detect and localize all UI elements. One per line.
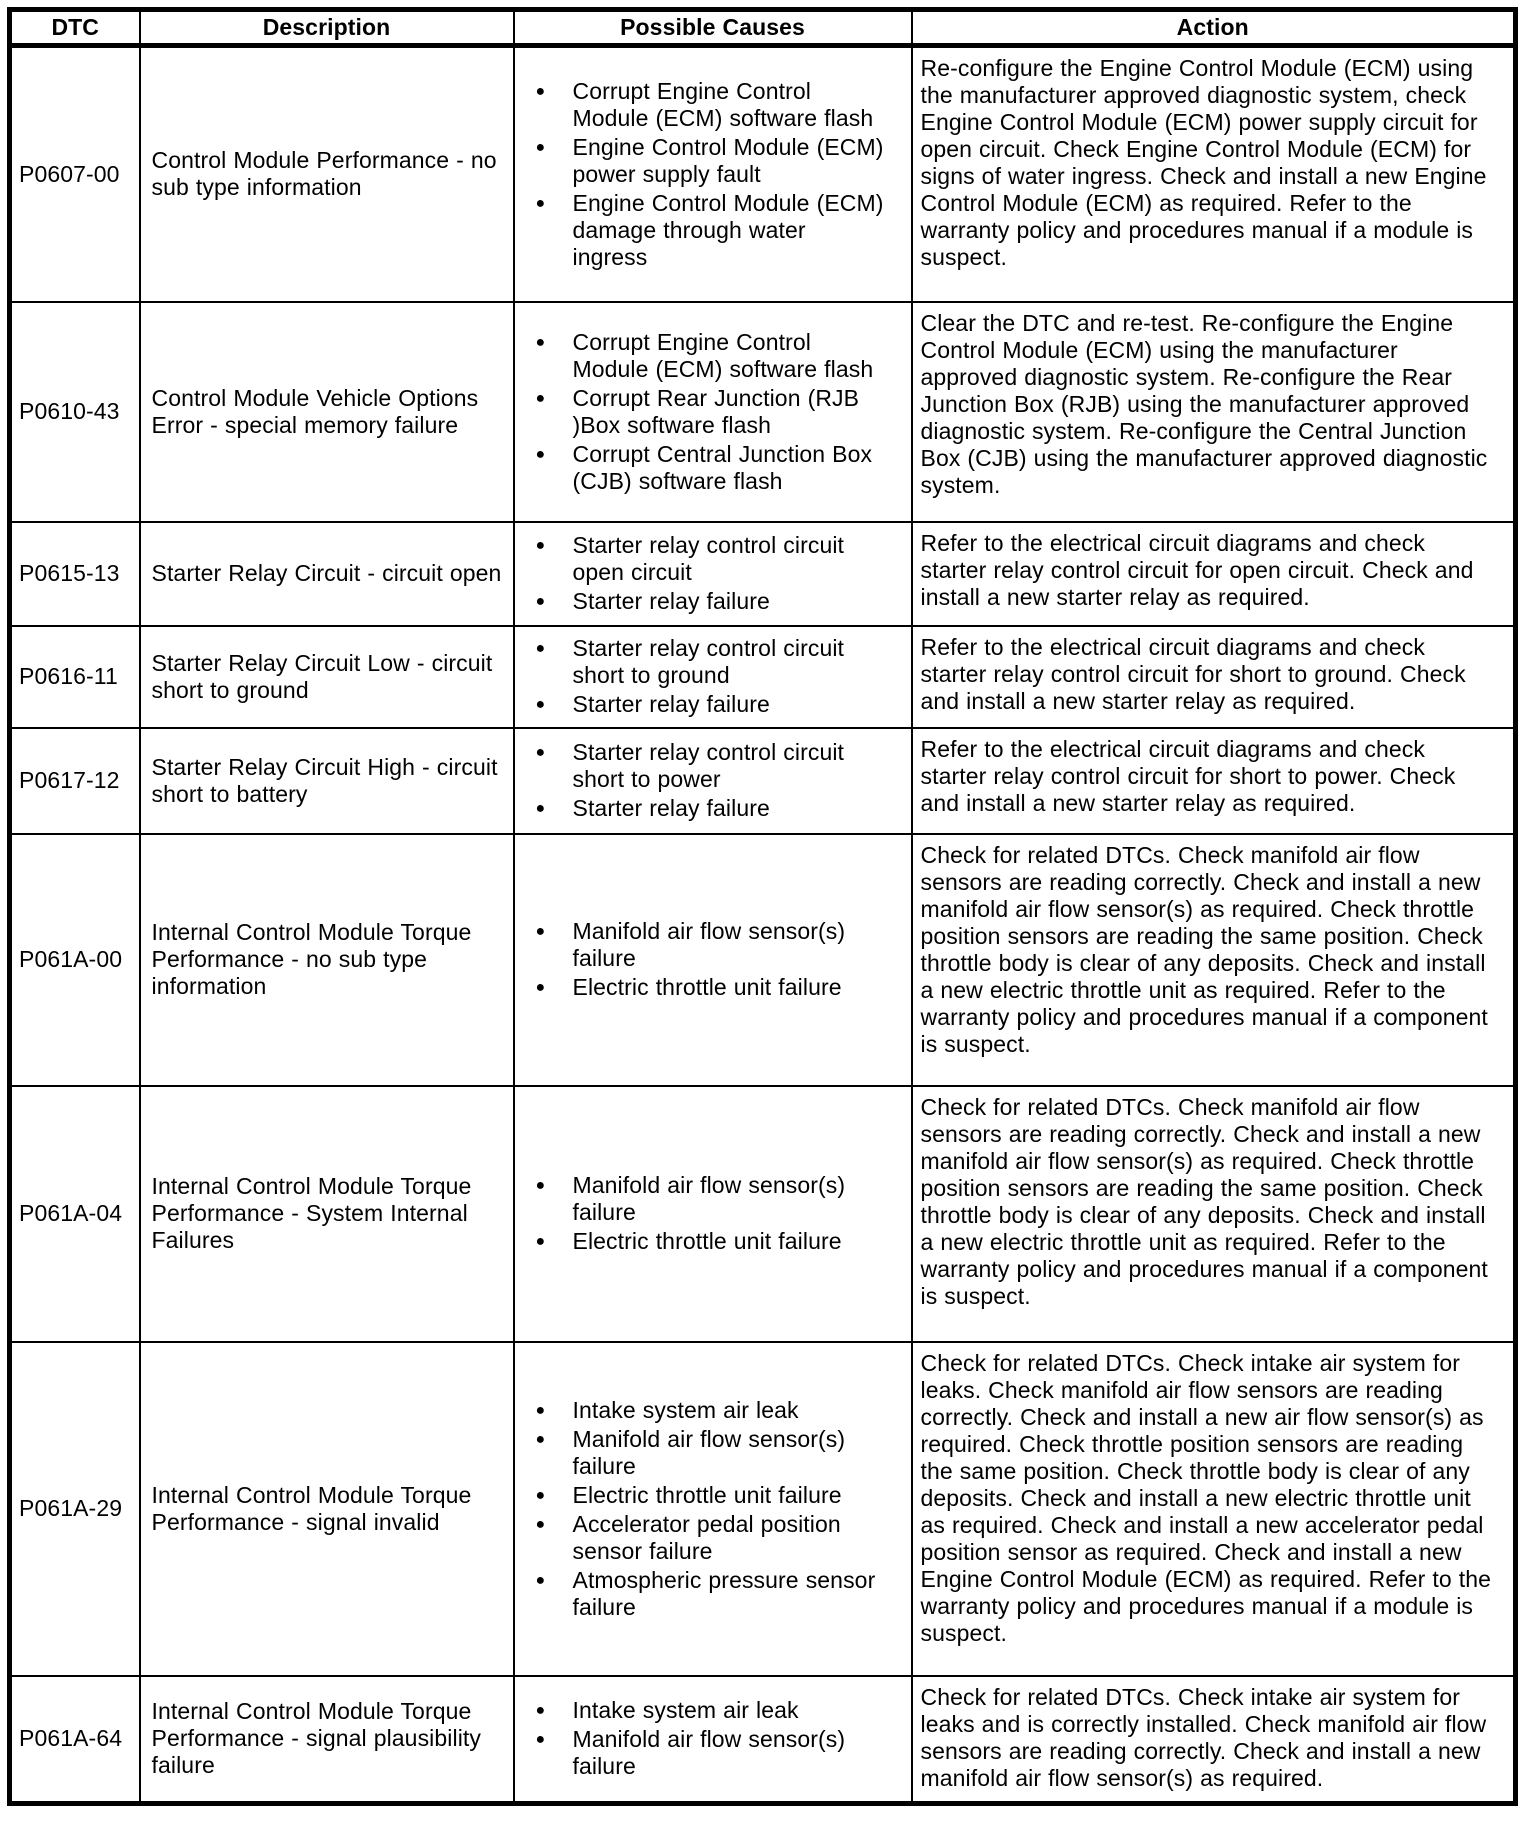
cause-text: Intake system air leak (572, 1396, 799, 1423)
cause-item (515, 78, 911, 132)
cause-item (515, 1482, 911, 1509)
bullet-icon: ● (535, 979, 546, 996)
table-row (10, 728, 1516, 834)
cause-item (515, 1511, 911, 1565)
cause-text: Corrupt Engine Control Module (ECM) software flash (572, 328, 874, 382)
dtc-description: Control Module Vehicle Options Error - special memory failure (140, 302, 514, 522)
cause-text: Corrupt Engine Control Module (ECM) software flash (572, 77, 874, 131)
bullet-icon: ● (535, 1731, 546, 1749)
possible-causes-list (514, 522, 912, 626)
dtc-code: P061A-64 (10, 1676, 140, 1804)
bullet-icon: ● (535, 537, 546, 554)
table-row (10, 46, 1516, 302)
table-row (10, 302, 1516, 522)
bullet-icon: ● (535, 1430, 546, 1448)
dtc-code: P061A-00 (10, 834, 140, 1086)
dtc-code: P0615-13 (10, 522, 140, 626)
cause-item (515, 918, 911, 972)
action-text: Refer to the electrical circuit diagrams and check starter relay control circuit for open circuit. Check and install a new starter relay as required. (912, 522, 1516, 626)
cause-item (515, 1426, 911, 1480)
cause-text: Electric throttle unit failure (572, 1481, 842, 1508)
cause-text: Starter relay control circuit short to ground (572, 635, 845, 688)
cause-text: Starter relay control circuit open circuit (572, 532, 845, 585)
dtc-code: P0607-00 (10, 46, 140, 302)
bullet-icon: ● (535, 1702, 546, 1720)
bullet-icon: ● (535, 1233, 546, 1250)
bullet-icon: ● (535, 82, 546, 100)
dtc-description: Internal Control Module Torque Performance - no sub type information (140, 834, 514, 1086)
table-row (10, 626, 1516, 728)
table-body (10, 46, 1516, 1804)
cause-text: Atmospheric pressure sensor failure (572, 1566, 876, 1620)
cause-text: Engine Control Module (ECM) power supply fault (572, 133, 884, 187)
cause-text: Electric throttle unit failure (572, 1228, 842, 1254)
cause-item (515, 134, 911, 188)
bullet-icon: ● (535, 1177, 546, 1194)
table-row (10, 1342, 1516, 1676)
cause-item (515, 329, 911, 383)
bullet-icon: ● (535, 445, 546, 463)
action-text: Check for related DTCs. Check manifold air flow sensors are reading correctly. Check and install a new manifold air flow sensor(s) as required. Check throttle position sensors are reading the same position. Check throttle body is clear of any deposits. Check and install a new electric throttle unit as required. Refer to the warranty policy and procedures manual if a component is suspect. (912, 834, 1516, 1086)
cause-text: Manifold air flow sensor(s) failure (572, 1726, 846, 1780)
bullet-icon: ● (535, 800, 546, 817)
bullet-icon: ● (535, 1515, 546, 1533)
bullet-icon: ● (535, 696, 546, 713)
cause-item (515, 385, 911, 439)
cause-item (515, 795, 911, 822)
bullet-icon: ● (535, 333, 546, 351)
cause-text: Manifold air flow sensor(s) failure (572, 1172, 846, 1225)
cause-item (515, 1697, 911, 1724)
cause-item (515, 635, 911, 689)
cause-text: Electric throttle unit failure (572, 974, 842, 1000)
cause-text: Starter relay failure (572, 795, 770, 821)
bullet-icon: ● (535, 389, 546, 407)
action-text: Refer to the electrical circuit diagrams and check starter relay control circuit for short to ground. Check and install a new starter relay as required. (912, 626, 1516, 728)
bullet-icon: ● (535, 194, 546, 212)
possible-causes-list (514, 1086, 912, 1342)
cause-item (515, 691, 911, 718)
dtc-code: P0617-12 (10, 728, 140, 834)
cause-text: Accelerator pedal position sensor failure (572, 1510, 841, 1564)
cause-item (515, 441, 911, 495)
cause-text: Intake system air leak (572, 1697, 799, 1724)
dtc-description: Internal Control Module Torque Performance - signal invalid (140, 1342, 514, 1676)
cause-item (515, 1228, 911, 1255)
header-row (10, 10, 1516, 46)
dtc-description: Starter Relay Circuit High - circuit short to battery (140, 728, 514, 834)
cause-text: Corrupt Rear Junction (RJB )Box software flash (572, 384, 860, 438)
cause-item (515, 1172, 911, 1226)
cause-item (515, 1567, 911, 1621)
possible-causes-list (514, 728, 912, 834)
dtc-description: Starter Relay Circuit Low - circuit short to ground (140, 626, 514, 728)
dtc-description: Control Module Performance - no sub type information (140, 46, 514, 302)
table-row (10, 1086, 1516, 1342)
cause-item (515, 739, 911, 793)
bullet-icon: ● (535, 1401, 546, 1419)
bullet-icon: ● (535, 923, 546, 940)
possible-causes-list (514, 834, 912, 1086)
cause-text: Manifold air flow sensor(s) failure (572, 1425, 846, 1479)
header-possible-causes: Possible Causes (514, 10, 912, 46)
dtc-description: Starter Relay Circuit - circuit open (140, 522, 514, 626)
cause-text: Starter relay control circuit short to power (572, 739, 845, 792)
dtc-code: P061A-04 (10, 1086, 140, 1342)
action-text: Clear the DTC and re-test. Re-configure the Engine Control Module (ECM) using the manufacturer approved diagnostic system. Re-configure the Rear Junction Box (RJB) using the manufacturer approved diagnostic system. Re-configure the Central Junction Box (CJB) using the manufacturer approved diagnostic system. (912, 302, 1516, 522)
table-row (10, 522, 1516, 626)
possible-causes-list (514, 1676, 912, 1804)
dtc-code: P0616-11 (10, 626, 140, 728)
bullet-icon: ● (535, 138, 546, 156)
action-text: Check for related DTCs. Check manifold air flow sensors are reading correctly. Check and install a new manifold air flow sensor(s) as required. Check throttle position sensors are reading the same position. Check throttle body is clear of any deposits. Check and install a new electric throttle unit as required. Refer to the warranty policy and procedures manual if a component is suspect. (912, 1086, 1516, 1342)
action-text: Refer to the electrical circuit diagrams and check starter relay control circuit for short to power. Check and install a new starter relay as required. (912, 728, 1516, 834)
action-text: Re-configure the Engine Control Module (ECM) using the manufacturer approved diagnostic system, check Engine Control Module (ECM) power supply circuit for open circuit. Check Engine Control Module (ECM) for signs of water ingress. Check and install a new Engine Control Module (ECM) as required. Refer to the warranty policy and procedures manual if a module is suspect. (912, 46, 1516, 302)
table-row (10, 834, 1516, 1086)
cause-text: Starter relay failure (572, 691, 770, 717)
cause-text: Corrupt Central Junction Box (CJB) software flash (572, 440, 873, 494)
cause-item (515, 1397, 911, 1424)
bullet-icon: ● (535, 1571, 546, 1589)
header-action: Action (912, 10, 1516, 46)
action-text: Check for related DTCs. Check intake air system for leaks. Check manifold air flow sensors are reading correctly. Check and install a new air flow sensor(s) as required. Check throttle position sensors are reading the same position. Check throttle body is clear of any deposits. Check and install a new electric throttle unit as required. Check and install a new accelerator pedal position sensor as required. Check and install a new Engine Control Module (ECM) as required. Refer to the warranty policy and procedures manual if a module is suspect. (912, 1342, 1516, 1676)
header-dtc: DTC (10, 10, 140, 46)
dtc-code: P061A-29 (10, 1342, 140, 1676)
cause-text: Engine Control Module (ECM) damage through water ingress (572, 189, 884, 270)
bullet-icon: ● (535, 640, 546, 657)
possible-causes-list (514, 302, 912, 522)
table-row (10, 1676, 1516, 1804)
cause-item (515, 532, 911, 586)
cause-item (515, 588, 911, 615)
header-description: Description (140, 10, 514, 46)
bullet-icon: ● (535, 744, 546, 761)
cause-text: Starter relay failure (572, 588, 770, 614)
bullet-icon: ● (535, 1486, 546, 1504)
possible-causes-list (514, 1342, 912, 1676)
dtc-description: Internal Control Module Torque Performance - System Internal Failures (140, 1086, 514, 1342)
possible-causes-list (514, 46, 912, 302)
dtc-table (7, 7, 1518, 1806)
cause-item (515, 974, 911, 1001)
action-text: Check for related DTCs. Check intake air system for leaks and is correctly installed. Check manifold air flow sensors are reading correctly. Check and install a new manifold air flow sensor(s) as required. (912, 1676, 1516, 1804)
cause-item (515, 190, 911, 271)
dtc-description: Internal Control Module Torque Performance - signal plausibility failure (140, 1676, 514, 1804)
table-header (10, 10, 1516, 46)
possible-causes-list (514, 626, 912, 728)
bullet-icon: ● (535, 593, 546, 610)
cause-item (515, 1726, 911, 1780)
dtc-code: P0610-43 (10, 302, 140, 522)
cause-text: Manifold air flow sensor(s) failure (572, 918, 846, 971)
